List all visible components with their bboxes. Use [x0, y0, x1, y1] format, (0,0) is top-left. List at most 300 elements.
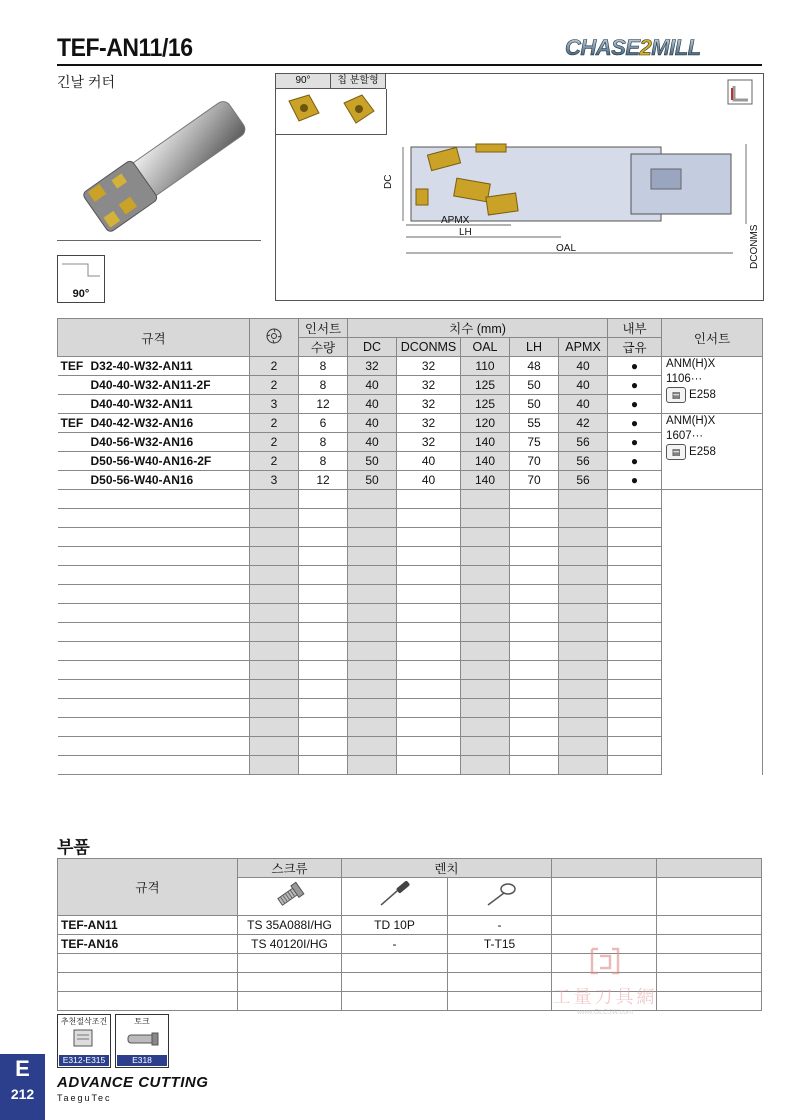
- header-insert-qty: 인서트: [299, 319, 348, 338]
- cutting-conditions-link[interactable]: [57, 1014, 111, 1068]
- blank-cell: [510, 661, 559, 680]
- insert-ref: E258: [689, 388, 716, 401]
- cutting-conditions-ref: E312-E315: [59, 1055, 109, 1066]
- screwdriver-image-cell: [342, 878, 448, 916]
- blank-cell: [510, 566, 559, 585]
- blank-cell: [348, 490, 397, 509]
- blank-cell: [662, 680, 763, 699]
- view-toggle-icon: [726, 78, 756, 108]
- cell-coolant: ●: [608, 357, 662, 376]
- tool-photo: [60, 96, 260, 236]
- blank-cell: [348, 623, 397, 642]
- page-title: TEF-AN11/16: [57, 34, 193, 62]
- blank-cell: [510, 585, 559, 604]
- cell-dc: 40: [348, 376, 397, 395]
- blank-cell: [342, 973, 448, 992]
- blank-cell: [58, 954, 238, 973]
- torque-ref: E318: [117, 1055, 167, 1066]
- cell-qty: 12: [299, 471, 348, 490]
- blank-cell: [461, 585, 510, 604]
- cell-apmx: 40: [559, 357, 608, 376]
- parts-header-empty-2: [657, 859, 762, 878]
- blank-cell: [559, 528, 608, 547]
- row-spec-name: [58, 414, 250, 433]
- cell-apmx: 56: [559, 452, 608, 471]
- cell-dconms: 32: [397, 433, 461, 452]
- brand-sub: TaeguTec: [57, 1093, 112, 1103]
- cell-qty: 8: [299, 433, 348, 452]
- header-insert-qty-2: 수량: [299, 338, 348, 357]
- insert-group: [662, 357, 763, 414]
- blank-cell: [299, 642, 348, 661]
- blank-cell: [608, 699, 662, 718]
- watermark-text: 工量刀具網: [552, 987, 658, 1007]
- cell-qty: 8: [299, 357, 348, 376]
- angle-icon: [58, 256, 104, 286]
- cell-dc: 32: [348, 357, 397, 376]
- row-spec-name: [58, 395, 250, 414]
- header-dc: DC: [348, 338, 397, 357]
- blank-cell: [348, 585, 397, 604]
- torque-wrench-icon: [116, 1027, 166, 1051]
- table-row: [58, 661, 763, 680]
- parts-cell-screw: TS 35A088I/HG: [238, 916, 342, 935]
- blank-cell: [299, 547, 348, 566]
- cell-apmx: 40: [559, 395, 608, 414]
- insert-ref: E258: [689, 445, 716, 458]
- blank-cell: [559, 547, 608, 566]
- header-teeth-icon: [250, 319, 299, 357]
- header-coolant-2: 급유: [608, 338, 662, 357]
- blank-cell: [348, 699, 397, 718]
- blank-cell: [608, 528, 662, 547]
- parts-cell-wrench1: TD 10P: [342, 916, 448, 935]
- blank-cell: [608, 642, 662, 661]
- parts-empty-cell: [552, 878, 657, 916]
- blank-cell: [250, 699, 299, 718]
- screwdriver-icon: [377, 881, 413, 909]
- blank-cell: [608, 566, 662, 585]
- blank-cell: [461, 490, 510, 509]
- blank-cell: [662, 661, 763, 680]
- blank-cell: [299, 528, 348, 547]
- cell-z: 3: [250, 395, 299, 414]
- blank-cell: [559, 585, 608, 604]
- parts-header-empty-1: [552, 859, 657, 878]
- insert-chipbreaker-icon: [336, 91, 380, 131]
- blank-cell: [461, 680, 510, 699]
- cell-qty: 12: [299, 395, 348, 414]
- blank-cell: [250, 547, 299, 566]
- blank-cell: [510, 528, 559, 547]
- blank-cell: [397, 490, 461, 509]
- row-spec-name: [58, 357, 250, 376]
- blank-cell: [608, 680, 662, 699]
- cell-oal: 140: [461, 452, 510, 471]
- svg-text:OAL: OAL: [556, 243, 577, 254]
- table-row: [58, 699, 763, 718]
- blank-cell: [461, 661, 510, 680]
- parts-header-screw: 스크류: [238, 859, 342, 878]
- blank-cell: [299, 585, 348, 604]
- cell-qty: 6: [299, 414, 348, 433]
- blank-cell: [662, 509, 763, 528]
- cell-z: 2: [250, 357, 299, 376]
- table-row: [58, 604, 763, 623]
- table-row: [58, 680, 763, 699]
- table-row: [58, 623, 763, 642]
- parts-empty-cell: [657, 878, 762, 916]
- blank-cell: [250, 718, 299, 737]
- page-subtitle: 긴날 커터: [57, 74, 115, 90]
- blank-cell: [299, 490, 348, 509]
- cell-z: 2: [250, 433, 299, 452]
- blank-cell: [397, 699, 461, 718]
- blank-cell: [510, 642, 559, 661]
- blank-cell: [348, 604, 397, 623]
- blank-cell: [299, 566, 348, 585]
- blank-cell: [250, 623, 299, 642]
- header-apmx: APMX: [559, 338, 608, 357]
- blank-cell: [58, 737, 250, 756]
- row-model: D50-56-W40-AN16: [90, 473, 194, 487]
- blank-cell: [348, 756, 397, 775]
- blank-cell: [662, 604, 763, 623]
- parts-cell-screw: TS 40120I/HG: [238, 935, 342, 954]
- blank-cell: [299, 623, 348, 642]
- blank-cell: [397, 566, 461, 585]
- blank-cell: [559, 490, 608, 509]
- blank-cell: [662, 718, 763, 737]
- blank-cell: [397, 661, 461, 680]
- cell-oal: 120: [461, 414, 510, 433]
- svg-text:DC: DC: [383, 174, 394, 189]
- blank-cell: [397, 680, 461, 699]
- cell-apmx: 42: [559, 414, 608, 433]
- torque-caption: 토크: [134, 1017, 150, 1026]
- table-row: [58, 737, 763, 756]
- watermark-url: www.GLCJW.com: [576, 1009, 633, 1016]
- parts-cell-wrench2: T-T15: [448, 935, 552, 954]
- blank-cell: [58, 547, 250, 566]
- watermark: [535, 946, 675, 1016]
- angle-label: 90°: [72, 288, 90, 300]
- cell-dc: 50: [348, 452, 397, 471]
- blank-cell: [250, 566, 299, 585]
- parts-cell-wrench2: -: [448, 916, 552, 935]
- table-row: [58, 357, 763, 376]
- t-wrench-image-cell: [448, 878, 552, 916]
- table-row: [58, 916, 762, 935]
- cell-lh: 48: [510, 357, 559, 376]
- blank-cell: [397, 585, 461, 604]
- cell-dc: 40: [348, 395, 397, 414]
- blank-cell: [58, 490, 250, 509]
- blank-cell: [510, 623, 559, 642]
- blank-cell: [397, 623, 461, 642]
- blank-cell: [662, 699, 763, 718]
- blank-cell: [58, 680, 250, 699]
- blank-cell: [461, 566, 510, 585]
- blank-cell: [559, 509, 608, 528]
- blank-cell: [461, 509, 510, 528]
- blank-cell: [238, 992, 342, 1011]
- parts-cell-wrench1: -: [342, 935, 448, 954]
- blank-cell: [348, 718, 397, 737]
- row-spec-name: [58, 433, 250, 452]
- cell-lh: 70: [510, 452, 559, 471]
- cell-dconms: 40: [397, 471, 461, 490]
- screw-icon: [274, 881, 306, 909]
- svg-text:DCONMS: DCONMS: [749, 224, 760, 269]
- cell-coolant: ●: [608, 414, 662, 433]
- blank-cell: [299, 604, 348, 623]
- blank-cell: [662, 547, 763, 566]
- row-prefix: TEF: [60, 416, 84, 430]
- cell-dconms: 40: [397, 452, 461, 471]
- header-insert: 인서트: [662, 319, 763, 357]
- cell-coolant: ●: [608, 376, 662, 395]
- svg-text:APMX: APMX: [441, 215, 470, 226]
- table-row: [58, 490, 763, 509]
- blank-cell: [299, 737, 348, 756]
- row-model: D32-40-W32-AN11: [90, 359, 193, 373]
- blank-cell: [608, 756, 662, 775]
- blank-cell: [662, 623, 763, 642]
- blank-cell: [510, 604, 559, 623]
- watermark-logo: [588, 946, 622, 976]
- angle-90-box: [57, 255, 105, 303]
- blank-cell: [559, 756, 608, 775]
- cell-lh: 70: [510, 471, 559, 490]
- blank-cell: [510, 699, 559, 718]
- row-spec-name: [58, 376, 250, 395]
- cell-oal: 125: [461, 376, 510, 395]
- blank-cell: [58, 623, 250, 642]
- cell-lh: 75: [510, 433, 559, 452]
- insert-ref-link[interactable]: [666, 444, 716, 460]
- parts-header-spec: 규격: [58, 859, 238, 916]
- screw-image-cell: [238, 878, 342, 916]
- spec-table: [57, 318, 763, 775]
- row-model: D40-40-W32-AN11: [90, 397, 193, 411]
- blank-cell: [397, 642, 461, 661]
- blank-cell: [348, 737, 397, 756]
- blank-cell: [58, 509, 250, 528]
- table-row: [58, 414, 763, 433]
- cell-qty: 8: [299, 376, 348, 395]
- row-spec-name: [58, 471, 250, 490]
- header-coolant: 내부: [608, 319, 662, 338]
- blank-cell: [238, 954, 342, 973]
- blank-cell: [608, 547, 662, 566]
- blank-cell: [342, 954, 448, 973]
- blank-cell: [299, 756, 348, 775]
- blank-cell: [559, 699, 608, 718]
- section-letter: E: [15, 1056, 30, 1081]
- blank-cell: [608, 623, 662, 642]
- blank-cell: [299, 699, 348, 718]
- cell-coolant: ●: [608, 433, 662, 452]
- blank-cell: [58, 992, 238, 1011]
- blank-cell: [552, 916, 657, 935]
- blank-cell: [608, 604, 662, 623]
- blank-cell: [662, 737, 763, 756]
- cell-qty: 8: [299, 452, 348, 471]
- blank-cell: [397, 547, 461, 566]
- table-row: [58, 718, 763, 737]
- t-wrench-icon: [482, 881, 518, 909]
- blank-cell: [238, 973, 342, 992]
- blank-cell: [250, 490, 299, 509]
- page-number: 212: [10, 1086, 35, 1102]
- blank-cell: [662, 528, 763, 547]
- blank-cell: [348, 547, 397, 566]
- book-icon: [58, 1027, 108, 1051]
- blank-cell: [397, 718, 461, 737]
- cell-dc: 50: [348, 471, 397, 490]
- image-divider: [57, 240, 261, 241]
- cell-dconms: 32: [397, 357, 461, 376]
- cell-z: 2: [250, 414, 299, 433]
- insert-group: [662, 414, 763, 490]
- blank-cell: [662, 756, 763, 775]
- blank-cell: [299, 718, 348, 737]
- row-model: D40-42-W32-AN16: [90, 416, 194, 430]
- blank-cell: [58, 661, 250, 680]
- row-model: D50-56-W40-AN16-2F: [90, 454, 212, 468]
- table-row: [58, 585, 763, 604]
- blank-cell: [559, 642, 608, 661]
- blank-cell: [58, 973, 238, 992]
- cell-lh: 55: [510, 414, 559, 433]
- blank-cell: [58, 585, 250, 604]
- blank-cell: [662, 490, 763, 509]
- chase2mill-logo: [563, 33, 763, 61]
- blank-cell: [461, 737, 510, 756]
- blank-cell: [348, 642, 397, 661]
- blank-cell: [250, 528, 299, 547]
- blank-cell: [58, 528, 250, 547]
- cell-dc: 40: [348, 414, 397, 433]
- row-prefix: TEF: [60, 359, 84, 373]
- table-row: [58, 471, 763, 490]
- cell-dc: 40: [348, 433, 397, 452]
- cell-dconms: 32: [397, 395, 461, 414]
- blank-cell: [250, 585, 299, 604]
- cell-apmx: 56: [559, 471, 608, 490]
- cell-coolant: ●: [608, 452, 662, 471]
- table-row: [58, 547, 763, 566]
- cutter-teeth-icon: [265, 327, 283, 345]
- blank-cell: [348, 680, 397, 699]
- svg-text:LH: LH: [459, 227, 472, 238]
- insert-size: 1607···: [666, 430, 704, 442]
- parts-header-wrench: 렌치: [342, 859, 552, 878]
- blank-cell: [397, 509, 461, 528]
- table-row: [58, 433, 763, 452]
- table-row: [58, 376, 763, 395]
- cell-z: 2: [250, 376, 299, 395]
- blank-cell: [299, 509, 348, 528]
- blank-cell: [58, 718, 250, 737]
- header-spec: 규격: [58, 319, 250, 357]
- cell-oal: 140: [461, 433, 510, 452]
- dimension-drawing: [275, 73, 764, 301]
- blank-cell: [608, 509, 662, 528]
- cell-z: 3: [250, 471, 299, 490]
- table-row: [58, 395, 763, 414]
- blank-cell: [461, 718, 510, 737]
- blank-cell: [58, 604, 250, 623]
- cell-oal: 140: [461, 471, 510, 490]
- blank-cell: [662, 585, 763, 604]
- blank-cell: [657, 916, 762, 935]
- blank-cell: [608, 490, 662, 509]
- blank-cell: [662, 642, 763, 661]
- blank-cell: [608, 737, 662, 756]
- blank-cell: [559, 623, 608, 642]
- blank-cell: [348, 661, 397, 680]
- cutting-conditions-caption: 추천절삭조건: [60, 1017, 108, 1026]
- insert-ref-link[interactable]: [666, 387, 716, 403]
- blank-cell: [559, 680, 608, 699]
- blank-cell: [461, 604, 510, 623]
- blank-cell: [461, 547, 510, 566]
- cell-dconms: 32: [397, 414, 461, 433]
- cell-oal: 125: [461, 395, 510, 414]
- header-lh: LH: [510, 338, 559, 357]
- blank-cell: [58, 566, 250, 585]
- blank-cell: [510, 737, 559, 756]
- insert-code: ANM(H)X: [666, 358, 716, 370]
- parts-cell-name: TEF-AN11: [58, 916, 238, 935]
- blank-cell: [608, 585, 662, 604]
- blank-cell: [608, 718, 662, 737]
- cell-coolant: ●: [608, 471, 662, 490]
- cell-coolant: ●: [608, 395, 662, 414]
- blank-cell: [461, 528, 510, 547]
- cell-apmx: 56: [559, 433, 608, 452]
- blank-cell: [397, 737, 461, 756]
- cell-dconms: 32: [397, 376, 461, 395]
- insert-code: ANM(H)X: [666, 415, 716, 427]
- section-tab: [0, 1054, 45, 1120]
- blank-cell: [510, 718, 559, 737]
- insert-size: 1106···: [666, 373, 703, 385]
- blank-cell: [250, 604, 299, 623]
- table-row: [58, 452, 763, 471]
- blank-cell: [461, 699, 510, 718]
- blank-cell: [662, 566, 763, 585]
- blank-cell: [559, 604, 608, 623]
- blank-cell: [348, 509, 397, 528]
- torque-link[interactable]: [115, 1014, 169, 1068]
- row-spec-name: [58, 452, 250, 471]
- blank-cell: [461, 756, 510, 775]
- row-model: D40-56-W32-AN16: [90, 435, 194, 449]
- table-row: [58, 566, 763, 585]
- blank-cell: [58, 756, 250, 775]
- cell-z: 2: [250, 452, 299, 471]
- blank-cell: [397, 756, 461, 775]
- blank-cell: [348, 528, 397, 547]
- blank-cell: [559, 566, 608, 585]
- parts-title: 부품: [57, 838, 90, 857]
- cell-lh: 50: [510, 395, 559, 414]
- blank-cell: [250, 661, 299, 680]
- blank-cell: [608, 661, 662, 680]
